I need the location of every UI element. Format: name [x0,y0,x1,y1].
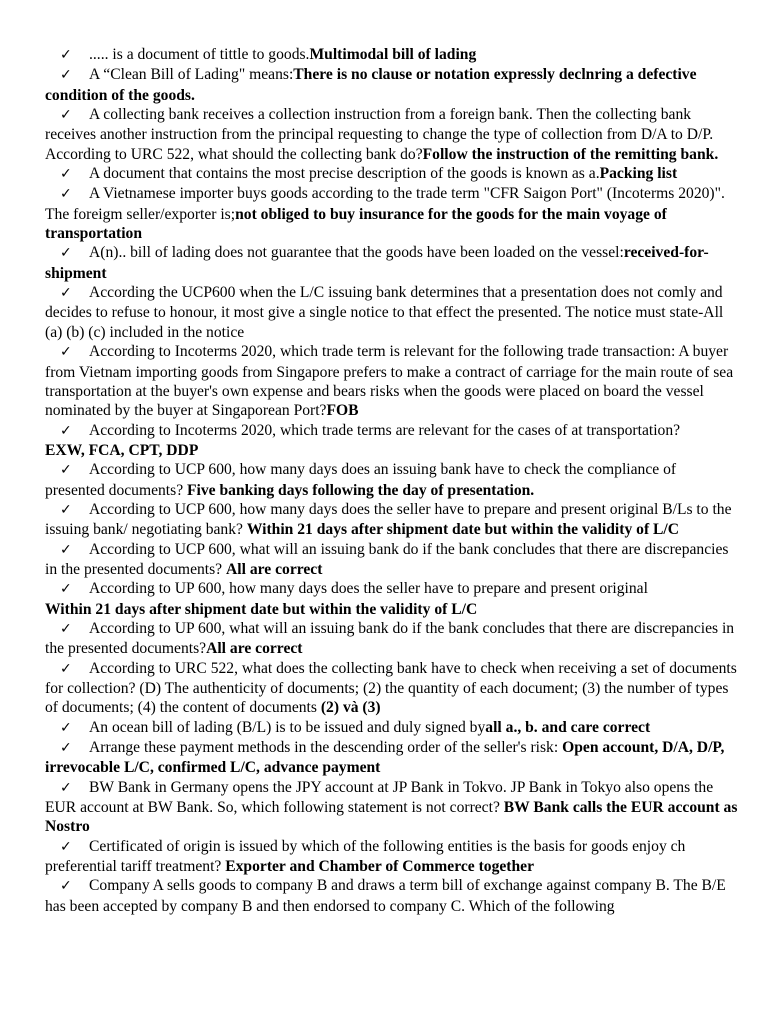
question-text: A “Clean Bill of Lading" means: [89,66,294,84]
list-item [45,45,738,65]
answer-text: Multimodal bill of lading [309,46,477,63]
list-item [45,243,738,283]
question-text: A collecting bank receives a collection instruction from a foreign bank. Then the collecting bank receives another instruction from the principal requesting to change the type of collection from D/A to D/P. According to URC 522, what should the collecting bank do? [45,106,714,163]
question-text: According to URC 522, what does the collecting bank have to check when receiving a set of documents for collection? (D) The authenticity of documents; (2) the quantity of each document; (3) the number of types of documents; (4) the content of documents [45,659,737,717]
question-text: According to Incoterms 2020, which trade term is relevant for the following trade transaction: A buyer from Vietnam importing goods from Singapore prefers to make a contract of carriage for the main route of sea transportation at the buyer's own expense and bears risks when the goods were placed on board the vessel nominated by the buyer at Singaporean Port? [45,343,734,420]
checkmark-icon: ✓ [60,186,72,203]
question-text: An ocean bill of lading (B/L) is to be issued and duly signed by [89,718,486,736]
answer-text: EXW, FCA, CPT, DDP [45,441,199,459]
checkmark-icon: ✓ [60,740,72,757]
list-item [45,283,738,342]
checkmark-icon: ✓ [60,620,72,637]
question-text: According to UCP 600, what will an issuing bank do if the bank concludes that there are discrepancies in the presented documents? [45,540,729,578]
checkmark-icon: ✓ [60,422,72,439]
question-text: According to UP 600, what will an issuing bank do if the bank concludes that there are discrepancies in the presented documents? [45,619,735,658]
question-text: According to UCP 600, how many days does an issuing bank have to check the compliance of presented documents? [45,461,677,499]
list-item [45,619,738,659]
answer-text: Exporter and Chamber of Commerce together [225,858,535,876]
question-text: A(n).. bill of lading does not guarantee that the goods have been loaded on the vessel: [89,244,624,262]
answer-text: All are correct [226,560,323,578]
answer-text: Within 21 days after shipment date but within the validity of L/C [45,600,478,618]
checkmark-icon: ✓ [60,47,72,63]
checkmark-icon: ✓ [60,285,72,302]
answer-text: received-for-shipment [45,244,709,282]
checkmark-icon: ✓ [60,838,72,855]
answer-text: Within 21 days after shipment date but within the validity of L/C [246,521,680,539]
question-text: According to UCP 600, how many days does the seller have to prepare and present original B/Ls to the issuing bank/ negotiating bank? [45,500,732,539]
list-item [45,460,738,500]
question-text: Certificated of origin is issued by which of the following entities is the basis for goods enjoy ch preferential tariff treatment? [45,837,686,876]
checkmark-icon: ✓ [60,660,72,677]
question-text: A document that contains the most precise description of the goods is known as a. [89,165,600,183]
answer-text: Open account, D/A, D/P, irrevocable L/C, confirmed L/C, advance payment [45,739,725,777]
question-text: BW Bank in Germany opens the JPY account at JP Bank in Tokvo. JP Bank in Tokyo also opens the EUR account at BW Bank. So, which following statement is not correct? [45,778,714,817]
checkmark-icon: ✓ [60,462,72,479]
question-text: Arrange these payment methods in the descending order of the seller's risk: [89,739,563,757]
answer-text: (2) và (3) [320,699,381,717]
checkmark-icon: ✓ [60,878,72,895]
answer-text: There is no clause or notation expressly declnring a defective condition of the goods. [45,66,697,104]
answer-text: all a., b. and care correct [485,718,651,736]
answer-text: FOB [326,402,359,420]
checkmark-icon: ✓ [60,581,72,598]
checkmark-icon: ✓ [60,245,72,262]
list-item [45,184,738,243]
checkmark-icon: ✓ [60,541,72,558]
list-item [45,164,738,184]
list-item [45,718,738,738]
list-item [45,540,738,580]
question-text: According to UP 600, how many days does the seller have to prepare and present original [89,580,648,598]
list-item [45,659,738,718]
question-text: A Vietnamese importer buys goods according to the trade term "CFR Saigon Port" (Incoterms 2020)". The foreigm seller/exporter is; [45,185,725,223]
checkmark-icon: ✓ [60,719,72,736]
checkmark-icon: ✓ [60,107,72,124]
list-item [45,876,738,916]
list-item [45,105,738,164]
question-text: ..... is a document of tittle to goods. [89,46,310,63]
checkmark-icon: ✓ [60,501,72,518]
checkmark-icon: ✓ [60,344,72,361]
list-item [45,778,738,837]
list-item [45,65,738,105]
checkmark-icon: ✓ [60,67,72,84]
answer-text: Packing list [599,165,678,183]
answer-text: Five banking days following the day of presentation. [187,481,535,499]
checkmark-icon: ✓ [60,779,72,796]
checkmark-icon: ✓ [60,166,72,183]
question-text: Company A sells goods to company B and draws a term bill of exchange against company B. The B/E has been accepted by company B and then endorsed to company C. Which of the following [45,877,726,915]
answer-text: Follow the instruction of the remitting bank. [422,145,719,163]
answer-text: BW Bank calls the EUR account as Nostro [45,799,738,836]
question-text: According to Incoterms 2020, which trade terms are relevant for the cases of at transportation? [89,421,681,439]
question-text: According the UCP600 when the L/C issuing bank determines that a presentation does not comly and decides to refuse to honour, it most give a single notice to that effect the presented. The notice must state-All (a) (b) (c) included in the notice [45,284,724,341]
answer-text: not obliged to buy insurance for the goods for the main voyage of transportation [45,205,667,243]
list-item [45,837,738,877]
list-item [45,421,738,461]
list-item [45,500,738,540]
list-item [45,342,738,420]
list-item [45,579,738,619]
list-item [45,738,738,778]
answer-text: All are correct [206,640,303,658]
